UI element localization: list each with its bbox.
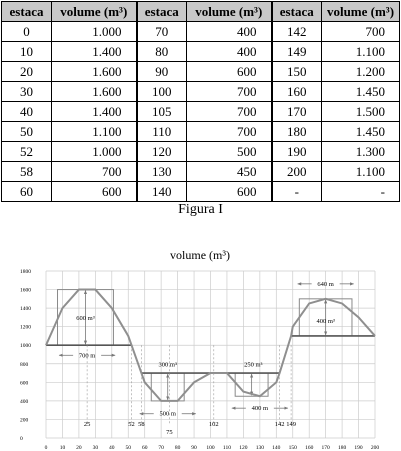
estaca-cell: 90 <box>137 62 187 82</box>
mass-diagram-chart <box>0 236 401 451</box>
estaca-cell: 105 <box>137 102 187 122</box>
x-tick-label: 140 <box>272 445 281 451</box>
estaca-cell: 180 <box>272 122 322 142</box>
estaca-cell: 142 <box>272 22 322 42</box>
distance-label: 400 m <box>251 405 269 413</box>
estaca-cell: 149 <box>272 42 322 62</box>
volume-cell: 1.100 <box>322 42 400 62</box>
volume-cell: 600 <box>187 62 272 82</box>
table-row <box>2 142 400 162</box>
x-tick-label: 190 <box>354 445 363 451</box>
estaca-cell: 40 <box>2 102 52 122</box>
table-row <box>2 102 400 122</box>
station-label: 142 <box>274 421 285 428</box>
volume-cell: 700 <box>187 102 272 122</box>
y-tick-label: 1000 <box>20 343 31 350</box>
x-tick-label: 80 <box>174 445 181 451</box>
station-label: 52 <box>128 421 135 428</box>
y-tick-label: 1800 <box>20 269 31 275</box>
volume-cell: 1.450 <box>322 82 400 102</box>
chart-title: volume (m³) <box>170 248 230 262</box>
estaca-cell: 70 <box>137 22 187 42</box>
volume-cell: 1.400 <box>52 42 137 62</box>
volume-label: 300 m³ <box>158 361 177 369</box>
y-tick-label: 600 <box>20 380 29 387</box>
x-tick-label: 130 <box>255 445 264 451</box>
x-tick-label: 200 <box>370 445 380 451</box>
x-tick-label: 110 <box>222 445 231 451</box>
station-label: 25 <box>83 421 91 428</box>
x-tick-label: 20 <box>76 445 82 451</box>
volume-cell: 600 <box>52 182 137 202</box>
x-tick-label: 30 <box>92 445 99 451</box>
header-volume: volume (m³) <box>187 2 272 22</box>
x-tick-label: 50 <box>125 445 131 451</box>
volume-cell: 700 <box>322 22 400 42</box>
volume-cell: 1.000 <box>52 22 137 42</box>
x-tick-label: 180 <box>337 445 347 451</box>
volume-label: 250 m³ <box>244 361 263 369</box>
header-estaca: estaca <box>2 2 52 22</box>
volume-cell: 400 <box>187 22 272 42</box>
x-tick-label: 70 <box>158 445 164 451</box>
volume-cell: 1.400 <box>52 102 137 122</box>
table-row <box>2 182 400 202</box>
table-row <box>2 82 400 102</box>
x-tick-label: 150 <box>288 445 297 451</box>
estaca-cell: 200 <box>272 162 322 182</box>
estaca-cell: 120 <box>137 142 187 162</box>
table-row <box>2 162 400 182</box>
x-tick-label: 0 <box>44 445 48 451</box>
volume-cell: 500 <box>187 142 272 162</box>
volume-cell: 1.600 <box>52 62 137 82</box>
x-tick-label: 120 <box>239 445 248 451</box>
estaca-cell: 190 <box>272 142 322 162</box>
x-tick-label: 160 <box>305 445 314 451</box>
volume-cell: - <box>322 182 400 202</box>
estaca-cell: - <box>272 182 322 202</box>
distance-label: 700 m <box>78 352 96 360</box>
volume-cell: 600 <box>187 182 272 202</box>
header-volume: volume (m³) <box>52 2 137 22</box>
y-tick-label: 800 <box>20 361 29 368</box>
estaca-cell: 140 <box>137 182 187 202</box>
estaca-cell: 110 <box>137 122 187 142</box>
distance-label: 640 m <box>317 280 334 288</box>
volume-cell: 1.200 <box>322 62 400 82</box>
x-tick-label: 60 <box>141 445 148 451</box>
table-row <box>2 62 400 82</box>
header-volume: volume (m³) <box>322 2 400 22</box>
estaca-cell: 160 <box>272 82 322 102</box>
volume-label: 400 m³ <box>316 317 335 325</box>
table-header-row <box>2 2 400 22</box>
x-tick-label: 40 <box>109 445 115 451</box>
station-label: 58 <box>138 421 145 428</box>
estaca-cell: 20 <box>2 62 52 82</box>
volume-cell: 700 <box>52 162 137 182</box>
y-tick-label: 1200 <box>20 324 31 331</box>
estaca-cell: 50 <box>2 122 52 142</box>
y-tick-label: 0 <box>20 436 23 442</box>
y-tick-label: 400 <box>20 398 29 405</box>
estaca-cell: 0 <box>2 22 52 42</box>
figure-caption: Figura I <box>178 202 223 217</box>
header-estaca: estaca <box>272 2 322 22</box>
volume-cell: 1.500 <box>322 102 400 122</box>
distance-label: 500 m <box>159 410 176 418</box>
y-tick-label: 200 <box>20 417 29 424</box>
volume-cell: 1.100 <box>52 122 137 142</box>
estaca-cell: 80 <box>137 42 187 62</box>
station-label: 102 <box>208 421 219 428</box>
y-tick-label: 1600 <box>20 287 31 294</box>
station-label: 149 <box>286 421 296 428</box>
table-row <box>2 42 400 62</box>
volume-cell: 700 <box>187 122 272 142</box>
x-tick-label: 100 <box>206 445 215 451</box>
estaca-cell: 10 <box>2 42 52 62</box>
estaca-cell: 170 <box>272 102 322 122</box>
volume-label: 600 m³ <box>76 315 95 323</box>
volume-cell: 1.100 <box>322 162 400 182</box>
header-estaca: estaca <box>137 2 187 22</box>
table-row <box>2 122 400 142</box>
x-tick-label: 10 <box>59 445 66 451</box>
volume-cell: 400 <box>187 42 272 62</box>
table-row <box>2 22 400 42</box>
estaca-cell: 58 <box>2 162 52 182</box>
x-tick-label: 170 <box>321 445 330 451</box>
estaca-cell: 100 <box>137 82 187 102</box>
station-label: 75 <box>166 429 173 436</box>
volume-cell: 1.600 <box>52 82 137 102</box>
volume-cell: 700 <box>187 82 272 102</box>
volume-cell: 1.450 <box>322 122 400 142</box>
estaca-cell: 60 <box>2 182 52 202</box>
volume-cell: 1.300 <box>322 142 400 162</box>
estaca-cell: 130 <box>137 162 187 182</box>
y-tick-label: 1400 <box>20 306 31 313</box>
estaca-cell: 150 <box>272 62 322 82</box>
x-tick-label: 90 <box>191 445 197 451</box>
volume-table <box>1 1 400 202</box>
volume-cell: 450 <box>187 162 272 182</box>
estaca-cell: 30 <box>2 82 52 102</box>
estaca-cell: 52 <box>2 142 52 162</box>
volume-cell: 1.000 <box>52 142 137 162</box>
